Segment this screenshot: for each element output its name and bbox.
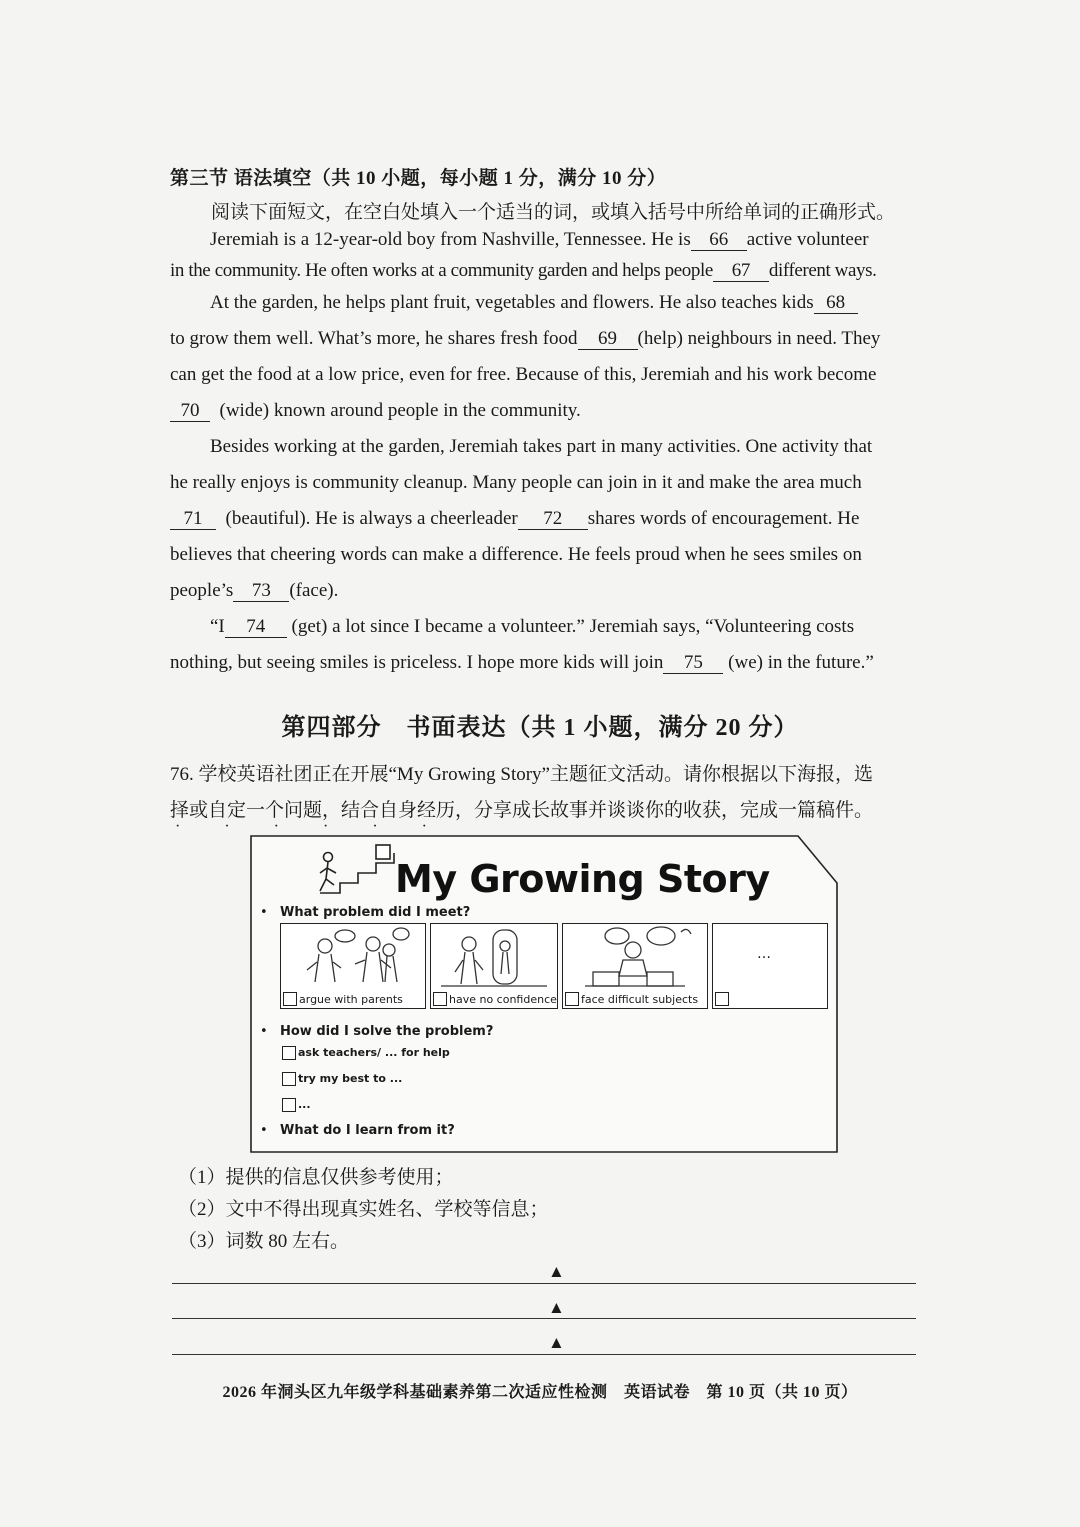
checkbox[interactable]: [282, 1072, 296, 1086]
passage-text: to grow them well. What’s more, he shares fresh food: [170, 328, 578, 349]
passage-text: “I: [210, 616, 225, 637]
option-try-best: try my best to ...: [298, 1072, 403, 1085]
passage-line: [210, 229, 920, 251]
checkbox[interactable]: [282, 1046, 296, 1060]
answer-marker: ▲: [548, 1262, 565, 1281]
passage-text: (we) in the future.”: [728, 652, 874, 673]
passage-line: [170, 580, 338, 602]
passage-text: active volunteer: [746, 229, 869, 250]
passage-text: Jeremiah is a 12-year-old boy from Nashville, Tennessee. He is: [210, 229, 691, 250]
blank-73: 73: [233, 581, 289, 602]
passage-text: different ways.: [768, 260, 877, 281]
note-2: （2）文中不得出现真实姓名、学校等信息；: [178, 1199, 549, 1220]
writing-poster: [250, 835, 838, 1153]
passage-text: At the garden, he helps plant fruit, vegetables and flowers. He also teaches kids: [210, 292, 814, 313]
picture-difficult-subjects: [562, 923, 708, 1009]
passage-line: [170, 400, 581, 422]
picture-label: have no confidence: [449, 993, 557, 1006]
checkbox[interactable]: [283, 992, 297, 1006]
passage-text: people’s: [170, 580, 234, 601]
passage-line: [170, 652, 874, 674]
answer-line[interactable]: [172, 1283, 916, 1284]
picture-custom: [712, 923, 828, 1009]
poster-question-2: How did I solve the problem?: [280, 1024, 494, 1039]
bullet: •: [260, 1024, 268, 1039]
option-ask-teachers: ask teachers/ ... for help: [298, 1046, 450, 1059]
passage-text: shares words of encouragement. He: [587, 508, 860, 529]
picture-label: argue with parents: [299, 993, 403, 1006]
question-76-line1: 76. 学校英语社团正在开展“My Growing Story”主题征文活动。请你根据以下海报，选: [170, 764, 873, 785]
poster-title: My Growing Story: [395, 857, 770, 901]
note-1: （1）提供的信息仅供参考使用；: [178, 1167, 454, 1188]
checkbox[interactable]: [715, 992, 729, 1006]
passage-line: [170, 544, 862, 566]
part-title: 第四部分 书面表达（共 1 小题，满分 20 分）: [281, 715, 799, 741]
passage-text: he really enjoys is community cleanup. Many people can join in it and make the area much: [170, 472, 862, 493]
mirror-person-icon: [431, 924, 557, 994]
blank-72: 72: [518, 509, 588, 530]
poster-question-1: What problem did I meet?: [280, 905, 471, 920]
cloze-passage: [170, 0, 920, 700]
page-footer: 2026 年洞头区九年级学科基础素养第二次适应性检测 英语试卷 第 10 页（共 10 页）: [222, 1384, 858, 1401]
passage-text: (get) a lot since I became a volunteer.” Jeremiah says, “Volunteering costs: [291, 616, 855, 637]
picture-label: face difficult subjects: [581, 993, 699, 1006]
passage-text: (face).: [289, 580, 339, 601]
blank-66: 66: [691, 230, 747, 251]
emphasis-dots: · · · · · ·: [175, 818, 447, 835]
bullet: •: [260, 1123, 268, 1138]
answer-marker: ▲: [548, 1333, 565, 1352]
passage-text: believes that cheering words can make a difference. He feels proud when he sees smiles on: [170, 544, 862, 565]
section-instruction: 阅读下面短文，在空白处填入一个适当的词，或填入括号中所给单词的正确形式。: [211, 202, 896, 223]
arguing-people-icon: [281, 924, 425, 994]
passage-text: Besides working at the garden, Jeremiah takes part in many activities. One activity that: [210, 436, 873, 457]
studying-student-icon: [563, 924, 707, 994]
passage-line: [170, 260, 877, 282]
answer-marker: ▲: [548, 1298, 565, 1317]
checkbox[interactable]: [282, 1098, 296, 1112]
blank-68: 68: [814, 293, 858, 314]
passage-line: [170, 508, 859, 530]
passage-text: (beautiful). He is always a cheerleader: [225, 508, 518, 529]
answer-line[interactable]: [172, 1354, 916, 1355]
picture-no-confidence: [430, 923, 558, 1009]
checkbox[interactable]: [433, 992, 447, 1006]
poster-question-3: What do I learn from it?: [280, 1123, 455, 1138]
passage-line: [170, 328, 880, 350]
checkbox[interactable]: [565, 992, 579, 1006]
passage-text: can get the food at a low price, even for free. Because of this, Jeremiah and his work become: [170, 364, 877, 385]
answer-line[interactable]: [172, 1318, 916, 1319]
passage-line: [210, 616, 854, 638]
bullet: •: [260, 905, 268, 920]
picture-argue-with-parents: [280, 923, 426, 1009]
passage-text: in the community. He often works at a community garden and helps people: [170, 260, 713, 281]
blank-67: 67: [713, 261, 769, 282]
passage-line: [210, 436, 872, 458]
passage-line: [170, 364, 876, 386]
passage-text: nothing, but seeing smiles is priceless. I hope more kids will join: [170, 652, 664, 673]
option-custom: ...: [298, 1098, 311, 1111]
passage-text: (wide) known around people in the community.: [219, 400, 581, 421]
section-title: 第三节 语法填空（共 10 小题，每小题 1 分，满分 10 分）: [170, 168, 667, 189]
passage-line: [170, 472, 862, 494]
question-76-line2: 择或自定一个问题，结合自身经历，分享成长故事并谈谈你的收获，完成一篇稿件。: [170, 800, 874, 821]
blank-70: 70: [170, 401, 210, 422]
note-3: （3）词数 80 左右。: [178, 1231, 350, 1252]
passage-line: [210, 292, 858, 314]
passage-text: (help) neighbours in need. They: [637, 328, 881, 349]
ellipsis: …: [757, 946, 771, 962]
blank-74: 74: [225, 617, 287, 638]
blank-71: 71: [170, 509, 216, 530]
blank-75: 75: [663, 653, 723, 674]
blank-69: 69: [578, 329, 638, 350]
